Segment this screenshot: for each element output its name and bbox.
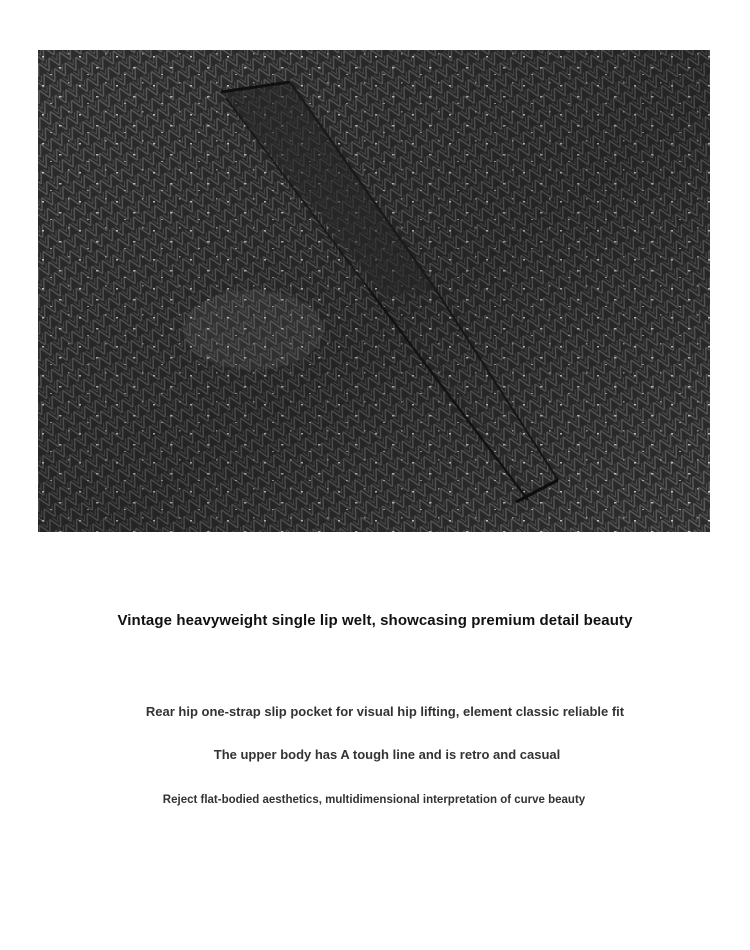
- fabric-pocket-photo: [38, 50, 710, 532]
- detail-line-curve-beauty: Reject flat-bodied aesthetics, multidimensional interpretation of curve beauty: [162, 794, 586, 806]
- detail-line-hip-pocket: Rear hip one-strap slip pocket for visual hip lifting, element classic reliable fit: [145, 704, 625, 719]
- detail-line-upper-body: The upper body has A tough line and is retro and casual: [213, 747, 561, 762]
- headline: Vintage heavyweight single lip welt, showcasing premium detail beauty: [117, 612, 633, 629]
- herringbone-welt-pocket-image: [38, 50, 710, 532]
